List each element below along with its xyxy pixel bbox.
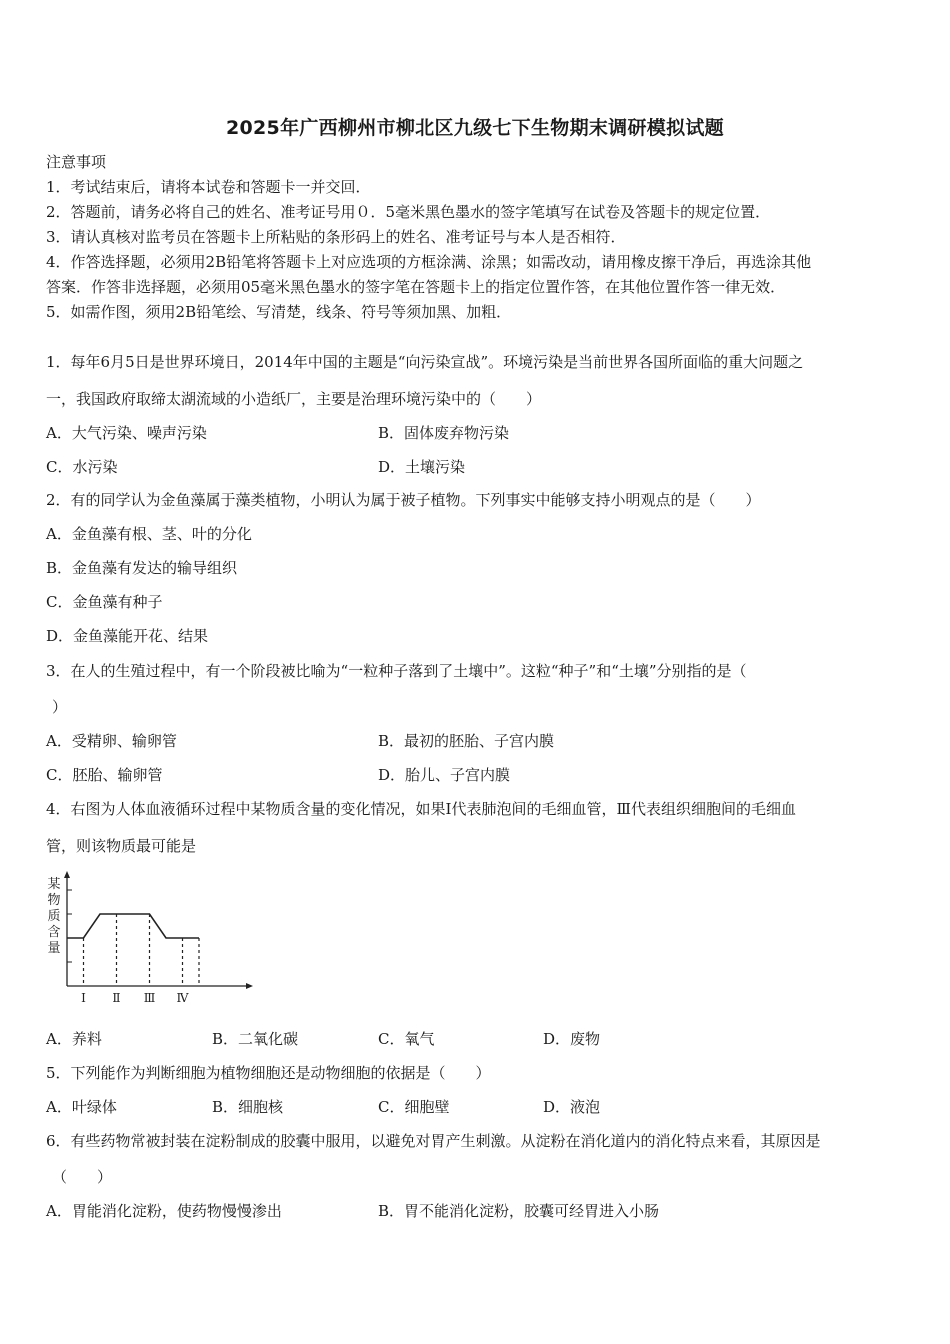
q4-stem-cont: 管，则该物质最可能是 [46,837,197,855]
page-title: 2025年广西柳州市柳北区九级七下生物期末调研模拟试题 [226,117,724,139]
q1-stem: 1．每年6月5日是世界环境日，2014年中国的主题是“向污染宣战”。环境污染是当前世界各国所面临的重大问题之 [46,353,804,371]
q5-option-c: C．细胞壁 [378,1098,450,1116]
x-tick-label: Ⅰ [81,991,86,1005]
q1-stem-cont: 一，我国政府取缔太湖流域的小造纸厂，主要是治理环境污染中的（ ） [46,390,542,408]
data-line [67,914,199,938]
q3-stem: 3．在人的生殖过程中，有一个阶段被比喻为“一粒种子落到了土壤中”。这粒“种子”和“土壤”分别指的是（ [46,662,747,680]
y-label-char: 含 [47,925,61,940]
q4-option-b: B．二氧化碳 [212,1030,299,1048]
q2-option-d: D．金鱼藻能开花、结果 [46,627,209,645]
y-label-char: 物 [47,893,61,908]
y-axis-arrow [64,871,70,878]
q4-option-c: C．氧气 [378,1030,435,1048]
q2-option-b: B．金鱼藻有发达的输导组织 [46,559,238,577]
x-axis-arrow [246,983,253,989]
y-label-char: 某 [47,877,61,892]
notice-heading: 注意事项 [46,153,107,171]
q1-option-b: B．固体废弃物污染 [378,424,510,442]
notice-item: 3．请认真核对监考员在答题卡上所粘贴的条形码上的姓名、准考证号与本人是否相符． [46,228,626,246]
substance-content-chart [40,868,260,1008]
q5-option-b: B．细胞核 [212,1098,284,1116]
y-label-char: 质 [47,909,61,924]
q2-option-c: C．金鱼藻有种子 [46,593,163,611]
q6-option-a: A．胃能消化淀粉，使药物慢慢渗出 [46,1202,282,1220]
q3-stem-cont: ） [52,698,68,716]
q1-option-c: C．水污染 [46,458,118,476]
q3-option-c: C．胚胎、输卵管 [46,766,163,784]
x-tick-label: Ⅱ [112,991,121,1005]
q4-option-a: A．养料 [46,1030,102,1048]
q5-stem: 5．下列能作为判断细胞为植物细胞还是动物细胞的依据是（ ） [46,1064,491,1082]
q6-stem: 6．有些药物常被封装在淀粉制成的胶囊中服用，以避免对胃产生刺激。从淀粉在消化道内的消化特点来看，其原因是 [46,1132,821,1150]
notice-item: 2．答题前，请务必将自己的姓名、准考证号用０．5毫米黑色墨水的签字笔填写在试卷及答题卡的规定位置． [46,203,771,221]
notice-item: 答案．作答非选择题，必须用05毫米黑色墨水的签字笔在答题卡上的指定位置作答，在其他位置作答一律无效． [46,278,786,296]
notice-item: 5．如需作图，须用2B铅笔绘、写清楚，线条、符号等须加黑、加粗． [46,303,512,321]
q1-option-a: A．大气污染、噪声污染 [46,424,207,442]
notice-item: 4．作答选择题，必须用2B铅笔将答题卡上对应选项的方框涂满、涂黑；如需改动，请用橡皮擦干净后，再选涂其他 [46,253,812,271]
y-label-char: 量 [47,941,61,956]
q3-option-b: B．最初的胚胎、子宫内膜 [378,732,555,750]
q3-option-a: A．受精卵、输卵管 [46,732,177,750]
q2-option-a: A．金鱼藻有根、茎、叶的分化 [46,525,252,543]
q1-option-d: D．土壤污染 [378,458,466,476]
q3-option-d: D．胎儿、子宫内膜 [378,766,511,784]
q4-stem: 4．右图为人体血液循环过程中某物质含量的变化情况，如果Ⅰ代表肺泡间的毛细血管，Ⅲ代表组织细胞间的毛细血 [46,800,796,818]
notice-item: 1．考试结束后，请将本试卷和答题卡一并交回． [46,178,371,196]
q5-option-d: D．液泡 [543,1098,601,1116]
q4-option-d: D．废物 [543,1030,601,1048]
x-tick-label: Ⅲ [143,991,156,1005]
q6-stem-cont: （ ） [52,1168,113,1186]
q6-option-b: B．胃不能消化淀粉，胶囊可经胃进入小肠 [378,1202,660,1220]
q5-option-a: A．叶绿体 [46,1098,117,1116]
x-tick-label: Ⅳ [176,991,189,1005]
q2-stem: 2．有的同学认为金鱼藻属于藻类植物，小明认为属于被子植物。下列事实中能够支持小明观点的是（ ） [46,491,761,509]
